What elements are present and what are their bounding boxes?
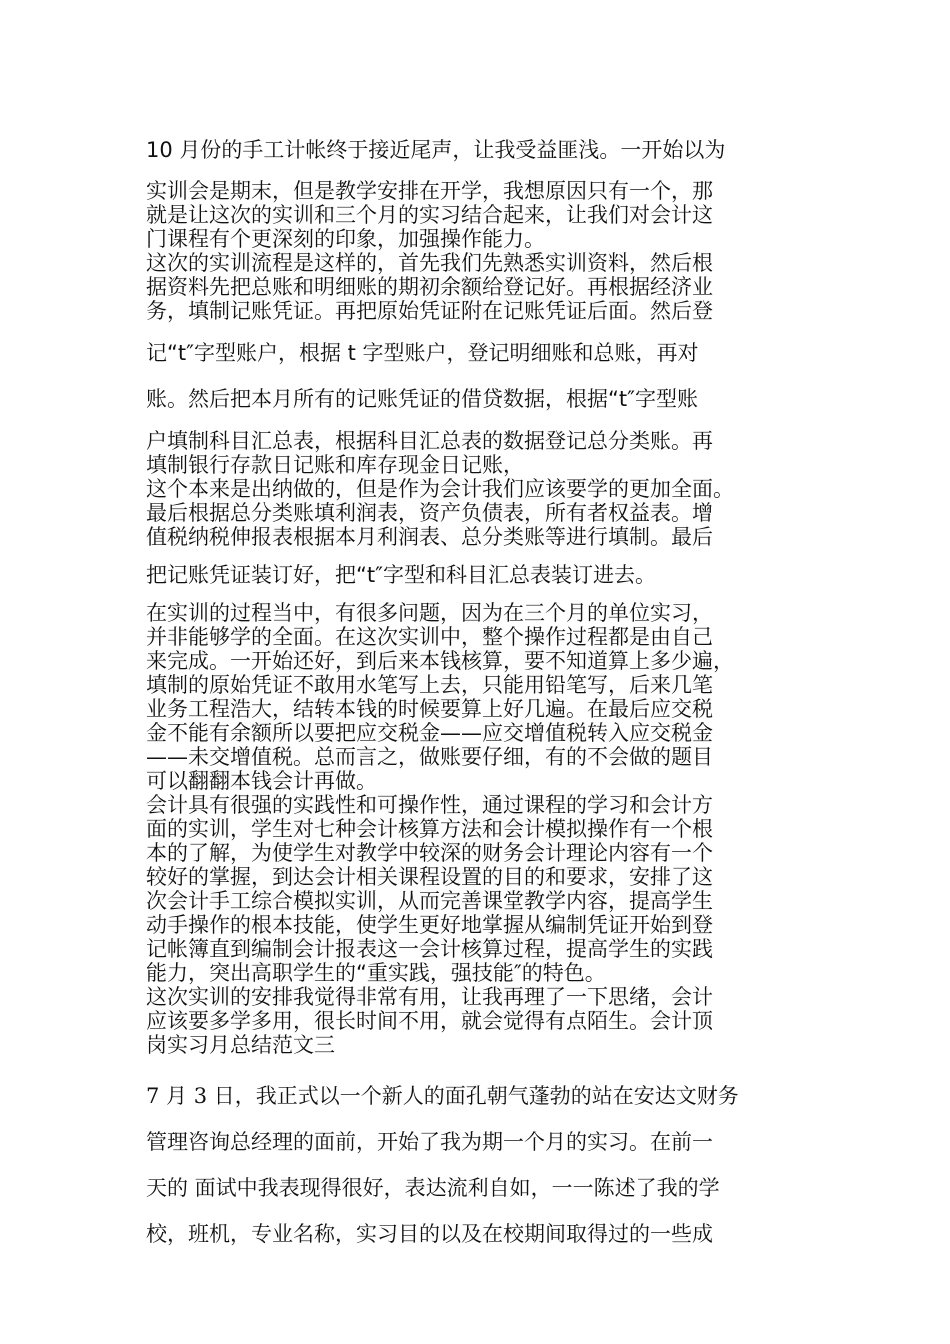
text-line: 门课程有个更深刻的印象，加强操作能力。: [146, 227, 545, 251]
text-line: 这个本来是出纳做的，但是作为会计我们应该要学的更加全面。: [146, 477, 734, 501]
text-line: 来完成。一开始还好，到后来本钱核算，要不知道算上多少遍，: [146, 649, 734, 673]
text-line: 面的实训，学生对七种会计核算方法和会计模拟操作有一个根: [146, 817, 713, 841]
text-line: 金不能有余额所以要把应交税金——应交增值税转入应交税金: [146, 721, 713, 745]
text-line: 在实训的过程当中，有很多问题，因为在三个月的单位实习，: [146, 601, 713, 625]
text-line: 本的了解，为使学生对教学中较深的财务会计理论内容有一个: [146, 841, 713, 865]
text-line: 并非能够学的全面。在这次实训中，整个操作过程都是由自己: [146, 625, 713, 649]
text-line: ——未交增值税。总而言之，做账要仔细，有的不会做的题目: [146, 745, 713, 769]
text-line: 最后根据总分类账填利润表，资产负债表，所有者权益表。增: [146, 501, 713, 525]
text-line: 会计具有很强的实践性和可操作性，通过课程的学习和会计方: [146, 793, 713, 817]
text-line: 就是让这次的实训和三个月的实习结合起来，让我们对会计这: [146, 203, 713, 227]
text-line: 管理咨询总经理的面前，开始了我为期一个月的实习。在前一: [146, 1130, 713, 1154]
text-line: 次会计手工综合模拟实训，从而完善课堂教学内容，提高学生: [146, 889, 713, 913]
text-line: 能力，突出高职学生的“重实践，强技能″的特色。: [146, 961, 606, 985]
text-line: 把记账凭证装订好，把“t″字型和科目汇总表装订进去。: [146, 563, 656, 587]
text-line: 户填制科目汇总表，根据科目汇总表的数据登记总分类账。再: [146, 429, 713, 453]
text-line: 业务工程浩大，结转本钱的时候要算上好几遍。在最后应交税: [146, 697, 713, 721]
text-line: 记“t″字型账户，根据 t 字型账户，登记明细账和总账，再对: [146, 341, 699, 365]
text-line: 这次实训的安排我觉得非常有用，让我再理了一下思绪，会计: [146, 985, 713, 1009]
text-line: 应该要多学多用，很长时间不用，就会觉得有点陌生。会计顶: [146, 1009, 713, 1033]
text-line: 实训会是期末，但是教学安排在开学，我想原因只有一个，那: [146, 179, 713, 203]
text-line: 较好的掌握，到达会计相关课程设置的目的和要求，安排了这: [146, 865, 713, 889]
text-line: 这次的实训流程是这样的，首先我们先熟悉实训资料，然后根: [146, 251, 713, 275]
text-line: 填制的原始凭证不敢用水笔写上去，只能用铅笔写，后来几笔: [146, 673, 713, 697]
text-line: 校，班机，专业名称，实习目的以及在校期间取得过的一些成: [146, 1222, 713, 1246]
text-line: 据资料先把总账和明细账的期初余额给登记好。再根据经济业: [146, 275, 713, 299]
text-line: 7 月 3 日，我正式以一个新人的面孔朝气蓬勃的站在安达文财务: [146, 1084, 739, 1108]
text-line: 值税纳税伸报表根据本月利润表、总分类账等进行填制。最后: [146, 525, 713, 549]
text-line: 岗实习月总结范文三: [146, 1033, 335, 1057]
text-line: 填制银行存款日记账和库存现金日记账，: [146, 453, 524, 477]
text-line: 账。然后把本月所有的记账凭证的借贷数据，根据“t″字型账: [146, 387, 698, 411]
text-line: 天的 面试中我表现得很好，表达流利自如，一一陈述了我的学: [146, 1176, 720, 1200]
text-line: 记帐簿直到编制会计报表这一会计核算过程，提高学生的实践: [146, 937, 713, 961]
text-line: 动手操作的根本技能，使学生更好地掌握从编制凭证开始到登: [146, 913, 713, 937]
text-line: 10 月份的手工计帐终于接近尾声，让我受益匪浅。一开始以为: [146, 138, 726, 162]
text-line: 务，填制记账凭证。再把原始凭证附在记账凭证后面。然后登: [146, 299, 713, 323]
text-line: 可以翻翻本钱会计再做。: [146, 769, 377, 793]
